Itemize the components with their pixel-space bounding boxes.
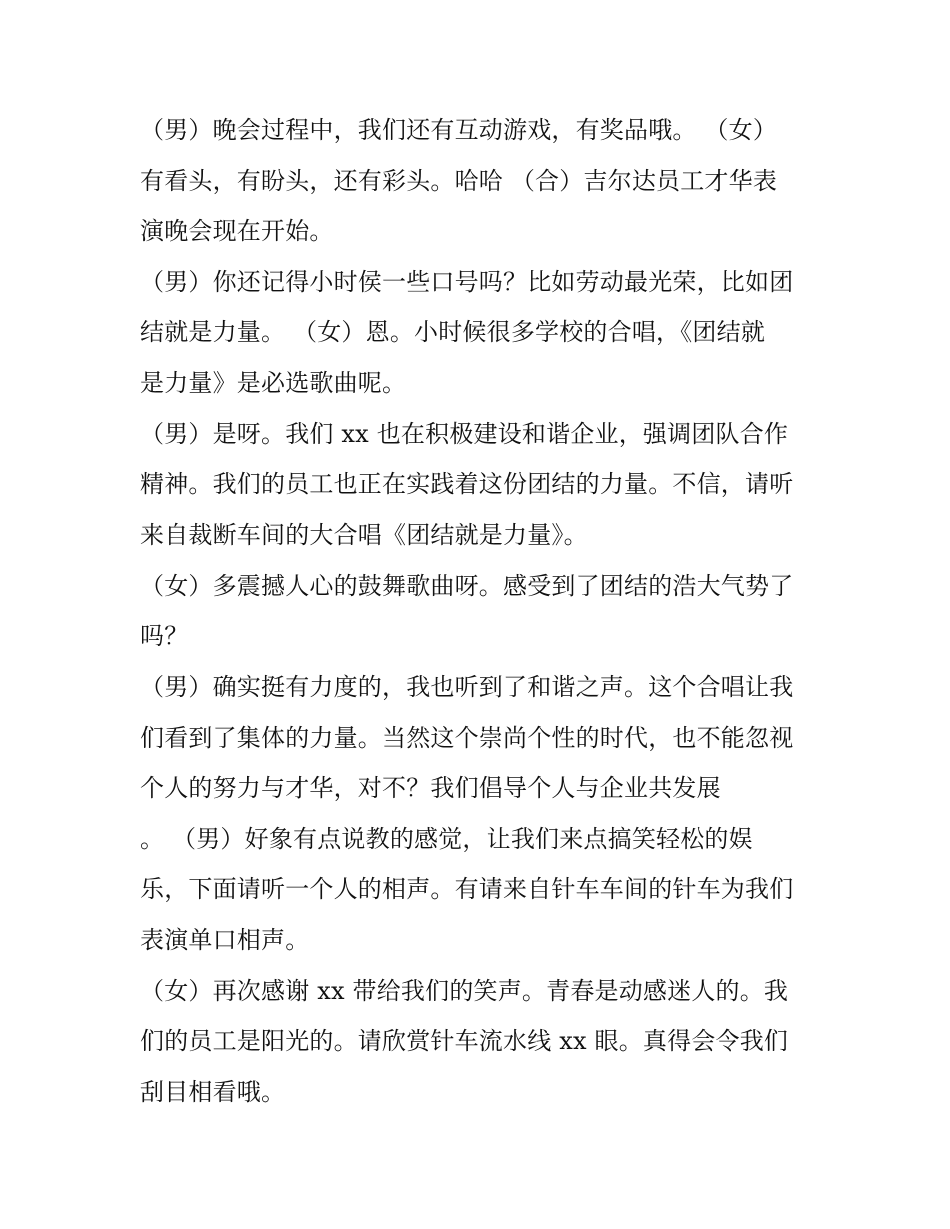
text-line: 演晚会现在开始。 (140, 217, 334, 245)
text-line: （女）再次感谢 xx 带给我们的笑声。青春是动感迷人的。我 (140, 977, 789, 1005)
text-line: 。 （男）好象有点说教的感觉，让我们来点搞笑轻松的娱 (140, 825, 753, 853)
text-line: （女）多震撼人心的鼓舞歌曲呀。感受到了团结的浩大气势了 (140, 572, 794, 600)
text-line: 精神。我们的员工也正在实践着这份团结的力量。不信，请听 (140, 470, 794, 498)
text-line: 们看到了集体的力量。当然这个崇尚个性的时代，也不能忽视 (140, 724, 794, 752)
text-line: 刮目相看哦。 (140, 1078, 286, 1106)
text-line: 表演单口相声。 (140, 926, 310, 954)
text-line: 结就是力量。 （女）恩。小时候很多学校的合唱，《团结就 (140, 318, 766, 346)
text-line: （男）确实挺有力度的，我也听到了和谐之声。这个合唱让我 (140, 673, 794, 701)
text-line: 有看头，有盼头，还有彩头。哈哈 （合）吉尔达员工才华表 (140, 167, 778, 195)
text-line: （男）是呀。我们 xx 也在积极建设和谐企业，强调团队合作 (140, 420, 789, 448)
text-line: 个人的努力与才华，对不？我们倡导个人与企业共发展 (140, 774, 721, 802)
text-line: 吗？ (140, 622, 189, 650)
text-line: 乐，下面请听一个人的相声。有请来自针车车间的针车为我们 (140, 875, 794, 903)
text-line: （男）你还记得小时侯一些口号吗？比如劳动最光荣，比如团 (140, 268, 794, 296)
text-line: （男）晚会过程中，我们还有互动游戏，有奖品哦。 （女） (140, 116, 778, 144)
text-line: 是力量》是必选歌曲呢。 (140, 369, 407, 397)
text-line: 来自裁断车间的大合唱《团结就是力量》。 (140, 521, 588, 549)
text-line: 们的员工是阳光的。请欣赏针车流水线 xx 眼。真得会令我们 (140, 1027, 789, 1055)
